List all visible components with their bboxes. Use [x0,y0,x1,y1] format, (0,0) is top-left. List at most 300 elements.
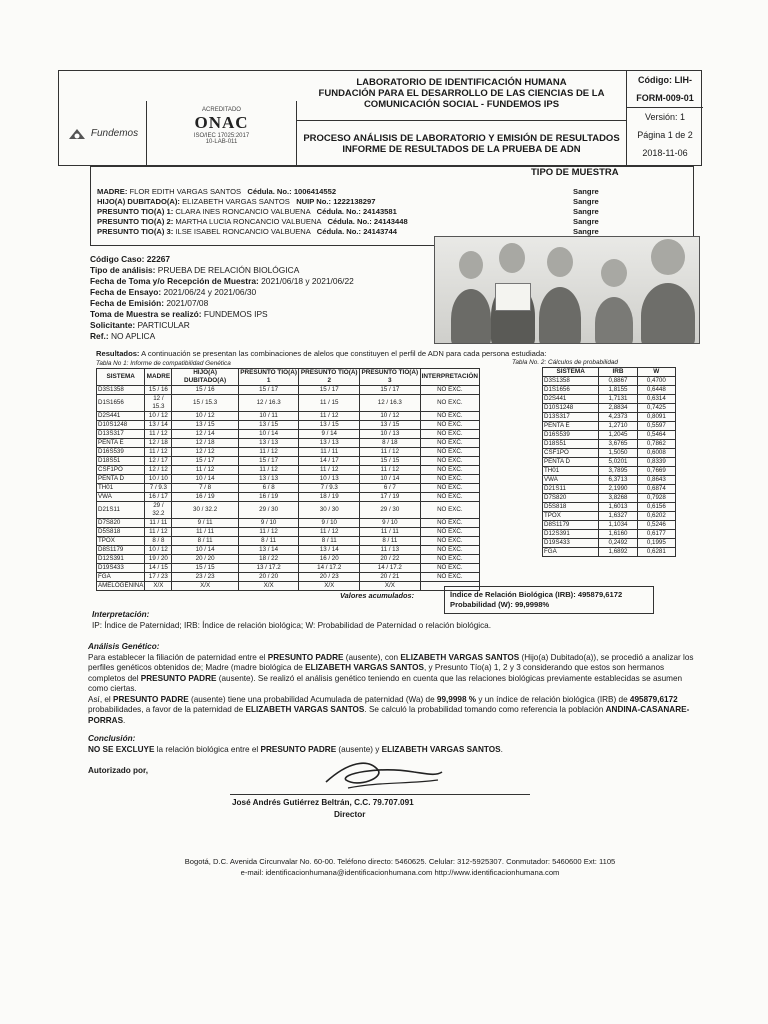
table-cell: X/X [145,582,172,591]
table-cell: 10 / 12 [145,412,172,421]
participant-role: PRESUNTO TIO(A) 3: [97,227,174,236]
results-intro: Resultados: A continuación se presentan las combinaciones de alelos que constituyen el perfil de ADN para cada persona estudiada: [96,349,547,358]
participant-row: PRESUNTO TIO(A) 3: ILSE ISABEL RONCANCIO VALBUENA Cédula. No.: 24143744 Sangre [97,227,599,236]
table-cell: D21S11 [97,502,145,519]
table-row [97,573,480,582]
participant-role: MADRE: [97,187,128,196]
table-row [543,395,676,404]
participant-row: PRESUNTO TIO(A) 1: CLARA INES RONCANCIO VALBUENA Cédula. No.: 24143581 Sangre [97,207,599,216]
table-cell: AMELOGENINA [98,582,144,589]
table-cell: 11 / 11 [145,519,172,528]
form-version: Versión: 1 [644,112,686,122]
table-cell: 12 / 16.3 [360,395,421,412]
genetic-analysis-title: Análisis Genético: [88,642,160,651]
table-row [543,431,676,440]
table-cell: 15 / 15 [172,564,238,573]
photo-sign [495,283,531,311]
table-cell: 11 / 12 [145,528,172,537]
column-header: SISTEMA [97,369,145,386]
table-cell: 11 / 12 [360,466,421,475]
column-header: SISTEMA [543,368,599,377]
table-cell: 12 / 17 [145,457,172,466]
table-cell: D13S317 [543,413,599,422]
table-row [543,494,676,503]
participant-sample: Sangre [573,227,599,236]
probability-table [542,367,676,557]
table-cell: 10 / 14 [238,430,299,439]
page-number: Página 1 de 2 [637,130,693,140]
table-cell: 12 / 15.3 [145,395,172,412]
onac-norm: ISO/IEC 17025:2017 [193,133,250,139]
column-header: MADRE [145,369,172,386]
table-cell: 13 / 13 [238,439,299,448]
participant-id: 24143448 [373,217,408,226]
table-cell: NO EXC. [420,457,479,466]
table-cell: 0,6314 [637,395,675,404]
table-cell: 2,1990 [599,485,637,494]
table-cell: 0,5246 [637,521,675,530]
table-cell: D7S820 [543,494,599,503]
form-code: Código: LIH-FORM-009-01 [627,71,703,108]
table-cell: 20 / 20 [172,555,238,564]
table-row [97,466,480,475]
table-cell: 0,6008 [637,449,675,458]
fundemos-icon [67,127,87,141]
table-cell: 19 / 20 [145,555,172,564]
table-row [543,503,676,512]
table-cell: 12 / 18 [145,439,172,448]
table-row [97,519,480,528]
sample-date: 2021/06/18 y 2021/06/22 [261,276,354,286]
footer-address: Bogotá, D.C. Avenida Circunvalar No. 60-00. Teléfono directo: 5460625. Celular: 312-5925307. Conmutador: 5460600 Ext: 1105 [184,857,616,866]
table-cell: 10 / 10 [145,475,172,484]
table-cell: NO EXC. [420,564,479,573]
table-row [97,537,480,546]
table-cell: D18S51 [543,440,599,449]
genetic-analysis-paragraph-2: Así, el PRESUNTO PADRE (ausente) tiene una probabilidad Acumulada de paternidad (Wa) de 99,9998 % y un índice de relación biológica (IRB) de 495879,6172 probabilidades, a favor de la paternidad de ELIZABETH VARGAS SANTOS. Se calculó la probabilidad tomando como referencia la población ANDINA-CASANARE-PORRAS. [88,694,690,725]
table-cell: 8 / 11 [172,537,238,546]
table-cell: 13 / 14 [299,546,360,555]
table-cell: X/X [238,582,299,591]
table-cell: D3S1358 [97,386,145,395]
table-cell: 7 / 9.3 [145,484,172,493]
table-cell: 13 / 14 [145,421,172,430]
table-cell: 0,4700 [637,377,675,386]
table-row [97,395,480,412]
signature-line [230,794,530,795]
table-row [97,412,480,421]
table-cell: PENTA E [97,439,145,448]
participant-sample: Sangre [573,207,599,216]
table-cell: NO EXC. [420,546,479,555]
table-cell: 6 / 7 [360,484,421,493]
table-cell: 1,6327 [599,512,637,521]
onac-top-text: ACREDITADO [202,107,241,113]
case-code: 22267 [146,254,171,264]
table-cell: D8S1179 [97,546,145,555]
table-row [97,457,480,466]
onac-code: 10-LAB-011 [205,139,238,145]
table-row [97,493,480,502]
table-cell: 0,5464 [637,431,675,440]
table-cell: 10 / 14 [172,546,238,555]
table-cell: NO EXC. [420,439,479,448]
table-cell: 14 / 17.2 [299,564,360,573]
table-cell: 16 / 20 [299,555,360,564]
header-title-block [297,71,627,167]
table-cell: D2S441 [97,412,145,421]
table-cell: 0,2492 [599,539,637,548]
table-cell: 13 / 15 [238,421,299,430]
table-row [543,512,676,521]
table-cell: PENTA D [97,475,145,484]
table-cell: 13 / 17.2 [238,564,299,573]
table-cell: 11 / 11 [299,448,360,457]
table-cell: 1,8155 [599,386,637,395]
table-cell: 29 / 32.2 [145,502,172,519]
table-cell: 11 / 12 [238,448,299,457]
column-header: HIJO(A) DUBITADO(A) [172,369,238,386]
table-cell: 1,6013 [599,503,637,512]
table-cell: 8 / 11 [360,537,421,546]
table-cell: D16S539 [543,431,599,440]
table-cell: 0,7862 [637,440,675,449]
document-header [58,70,702,166]
table-cell: 1,5050 [599,449,637,458]
table-cell: 20 / 23 [299,573,360,582]
table-cell: 30 / 32.2 [172,502,238,519]
table-cell: NO EXC. [420,395,479,412]
table1-caption: Tabla No 1: Informe de compatibilidad Genética [96,360,231,367]
table-cell: D13S317 [97,430,145,439]
participant-id: 24143581 [363,207,397,216]
participant-name: FLOR EDITH VARGAS SANTOS [129,187,242,196]
column-header: PRESUNTO TIO(A) 2 [300,369,358,384]
table-cell: 2,8834 [599,404,637,413]
table-cell: 15 / 16 [145,386,172,395]
table-row [543,413,676,422]
table-cell: 10 / 12 [145,546,172,555]
table-cell: 15 / 15.3 [172,395,238,412]
table-cell: 7 / 8 [172,484,238,493]
table-row [97,564,480,573]
table-cell: 0,7425 [637,404,675,413]
table-cell: 0,5597 [637,422,675,431]
authorized-by-label: Autorizado por, [88,766,149,775]
table-row [97,555,480,564]
table-cell: 20 / 22 [360,555,421,564]
table-cell: NO EXC. [420,412,479,421]
requester: PARTICULAR [137,320,190,330]
table-cell: NO EXC. [420,573,479,582]
table-row [97,582,480,591]
table-cell: 9 / 10 [299,519,360,528]
table-cell: D3S1358 [543,377,599,386]
case-info: Código Caso: 22267 Tipo de análisis: PRUEBA DE RELACIÓN BIOLÓGICA Fecha de Toma y/o Recepción de Muestra: 2021/06/18 y 2021/06/22 Fecha de Ensayo: 2021/06/24 y 2021/06/30 Fecha de Emisión: 2021/07/08 Toma de Muestra se realizó: FUNDEMOS IPS Solicitante: PARTICULAR Ref.: NO APLICA [90,254,354,341]
table-cell: 0,6448 [637,386,675,395]
column-header: IRB [599,368,637,377]
table-row [97,430,480,439]
table-cell: 10 / 12 [360,412,421,421]
onac-name: ONAC [194,113,249,132]
table-cell: D12S391 [543,530,599,539]
table-cell: 14 / 17 [299,457,360,466]
table-cell: 9 / 14 [299,430,360,439]
table-row [97,528,480,537]
table-cell: 10 / 14 [360,475,421,484]
participant-row: PRESUNTO TIO(A) 2: MARTHA LUCIA RONCANCIO VALBUENA Cédula. No.: 24143448 Sangre [97,217,599,226]
table-row [97,386,480,395]
issue-date: 2021/07/08 [166,298,209,308]
accumulated-label: Valores acumulados: [340,591,415,600]
table-cell: 11 / 12 [145,448,172,457]
table-cell: 10 / 13 [360,430,421,439]
table-cell: 11 / 12 [238,466,299,475]
table-cell: 0,6156 [637,503,675,512]
table-cell: D1S1656 [97,395,145,412]
table-cell: 23 / 23 [172,573,238,582]
table-cell: NO EXC. [420,430,479,439]
table-cell: 3,7895 [599,467,637,476]
table-row [543,476,676,485]
column-header: W [637,368,675,377]
table-cell: 0,6202 [637,512,675,521]
table-cell: 11 / 13 [360,546,421,555]
participants-box [90,166,694,246]
footer-contact: e-mail: identificacionhumana@identificacionhumana.com http://www.identificacionhumana.com [240,868,560,877]
table-cell: 17 / 23 [145,573,172,582]
table-cell: TH01 [543,467,599,476]
interpretation-text: IP: Índice de Paternidad; IRB: Índice de relación biológica; W: Probabilidad de Paternidad o relación biológica. [92,620,492,630]
irb-value: Índice de Relación Biológica (IRB): 495879,6172 [450,590,623,599]
table-cell: 10 / 11 [238,412,299,421]
table-cell: 11 / 15 [299,395,360,412]
table-cell: 3,8268 [599,494,637,503]
table-row [97,439,480,448]
table-cell: 1,2710 [599,422,637,431]
table-cell: 20 / 20 [238,573,299,582]
table-cell: 9 / 10 [238,519,299,528]
participant-name: ILSE ISABEL RONCANCIO VALBUENA [175,227,311,236]
table-cell: D19S433 [543,539,599,548]
table-cell: 0,6177 [637,530,675,539]
participant-sample: Sangre [573,197,599,206]
table-cell: 10 / 12 [172,412,238,421]
table-row [97,546,480,555]
table-cell: 8 / 8 [145,537,172,546]
column-header: PRESUNTO TIO(A) 3 [361,369,419,384]
table-cell: 15 / 17 [299,386,360,395]
table-row [97,475,480,484]
table-cell: 1,1034 [599,521,637,530]
table-cell: 10 / 14 [172,475,238,484]
table-cell: 18 / 22 [238,555,299,564]
table-cell: 14 / 15 [145,564,172,573]
participant-name: CLARA INES RONCANCIO VALBUENA [175,207,311,216]
table-cell: NO EXC. [420,421,479,430]
sample-type-title: TIPO DE MUESTRA [531,167,619,178]
table-cell: NO EXC. [420,528,479,537]
table-cell: D19S433 [97,564,145,573]
conclusion-title: Conclusión: [88,734,136,743]
conclusion-text: NO SE EXCLUYE la relación biológica entre el PRESUNTO PADRE (ausente) y ELIZABETH VARGAS SANTOS. [88,744,503,754]
lab-title: LABORATORIO DE IDENTIFICACIÓN HUMANA FUNDACIÓN PARA EL DESARROLLO DE LAS CIENCIAS DE LA COMUNICACIÓN SOCIAL - FUNDEMOS IPS [318,77,605,110]
participant-row: HIJO(A) DUBITADO(A): ELIZABETH VARGAS SANTOS NUIP No.: 1222138297 Sangre [97,197,599,206]
table-cell: NO EXC. [420,466,479,475]
table-cell: 11 / 12 [145,430,172,439]
table-cell: 0,1995 [637,539,675,548]
table-cell: 29 / 30 [360,502,421,519]
table-cell: NO EXC. [420,484,479,493]
signature-image [318,752,448,796]
table-cell: 12 / 14 [172,430,238,439]
fundemos-label: Fundemos [90,128,139,139]
table-cell: 0,8339 [637,458,675,467]
table-cell: NO EXC. [420,537,479,546]
column-header: PRESUNTO TIO(A) 1 [240,369,297,384]
table-cell: 11 / 12 [299,412,360,421]
table-cell: D1S1656 [543,386,599,395]
table-cell: D16S539 [97,448,145,457]
table-cell: 0,8867 [599,377,637,386]
table-cell: 1,6892 [599,548,637,557]
table-cell: CSF1PO [543,449,599,458]
table-cell: 15 / 15 [360,457,421,466]
table-cell: 11 / 12 [360,448,421,457]
table-row [543,485,676,494]
table-cell: 0,7928 [637,494,675,503]
table-row [97,448,480,457]
participant-name: ELIZABETH VARGAS SANTOS [182,197,290,206]
table-cell: FGA [543,548,599,557]
table-row [97,484,480,493]
table-row [543,458,676,467]
table-row [97,421,480,430]
table-cell: 9 / 10 [360,519,421,528]
table-cell: TH01 [97,484,145,493]
fundemos-logo [59,101,147,166]
table-cell: TPOX [97,537,145,546]
table-cell: PENTA E [543,422,599,431]
genetic-analysis-section [88,642,698,726]
document-footer [120,856,680,878]
interpretation-title: Interpretación: [92,610,150,619]
table-cell: VWA [543,476,599,485]
sample-taken-at: FUNDEMOS IPS [203,309,268,319]
table-cell: NO EXC. [420,475,479,484]
table-cell: 30 / 30 [299,502,360,519]
table-cell: 13 / 13 [238,475,299,484]
table-cell: 4,2373 [599,413,637,422]
table-cell: D8S1179 [543,521,599,530]
participants-photo [434,236,700,344]
table-cell: 11 / 11 [360,528,421,537]
genetic-compatibility-table [96,368,480,591]
table-row [543,386,676,395]
table-row [543,422,676,431]
table-cell: 14 / 17.2 [360,564,421,573]
table-cell: D12S391 [97,555,145,564]
table-cell: D10S1248 [543,404,599,413]
header-meta [627,71,703,167]
participant-sample: Sangre [573,217,599,226]
table-cell: X/X [172,582,238,591]
table-cell: 15 / 17 [172,457,238,466]
table-cell: D2S441 [543,395,599,404]
table-cell: 12 / 12 [145,466,172,475]
table-cell: PENTA D [543,458,599,467]
table-cell: 29 / 30 [238,502,299,519]
table-row [543,530,676,539]
table-cell: 0,6281 [637,548,675,557]
w-value: Probabilidad (W): 99,9998% [450,600,550,609]
table-cell: 13 / 13 [299,439,360,448]
interpretation-section [92,610,700,631]
table-cell: 18 / 19 [299,493,360,502]
table-cell: 8 / 11 [238,537,299,546]
onac-accreditation-logo [147,101,297,166]
participant-name: MARTHA LUCIA RONCANCIO VALBUENA [175,217,322,226]
table-cell: 12 / 16.3 [238,395,299,412]
table-cell: 13 / 15 [172,421,238,430]
table-cell: 6,3713 [599,476,637,485]
table-cell: D18S51 [97,457,145,466]
table2-caption: Tabla No. 2: Cálculos de probabilidad [512,359,618,366]
table-cell: 13 / 14 [238,546,299,555]
table-cell: 11 / 12 [299,466,360,475]
table-cell: 12 / 12 [172,448,238,457]
table-cell: CSF1PO [97,466,145,475]
table-cell: X/X [299,582,360,591]
table-cell: TPOX [543,512,599,521]
table-cell: 15 / 17 [238,386,299,395]
table-cell: NO EXC. [420,493,479,502]
table-cell: FGA [97,573,145,582]
table-cell: 15 / 16 [172,386,238,395]
signer-name: José Andrés Gutiérrez Beltrán, C.C. 79.707.091 [232,798,414,807]
table-cell: 20 / 21 [360,573,421,582]
table-cell: D10S1248 [97,421,145,430]
table-cell: 10 / 13 [299,475,360,484]
table-cell: 13 / 15 [299,421,360,430]
analysis-type: PRUEBA DE RELACIÓN BIOLÓGICA [157,265,300,275]
table-cell: 0,6874 [637,485,675,494]
table-cell: 0,8091 [637,413,675,422]
table-cell: 6 / 8 [238,484,299,493]
table-cell: 11 / 11 [172,528,238,537]
table-cell: NO EXC. [420,386,479,395]
table-cell: 16 / 19 [172,493,238,502]
table-row [543,467,676,476]
table-cell: 12 / 18 [172,439,238,448]
table-cell: 8 / 18 [360,439,421,448]
table-cell: 11 / 12 [299,528,360,537]
table-cell: VWA [97,493,145,502]
participant-id: 1222138297 [333,197,376,206]
table-row [543,548,676,557]
table-cell: 1,2045 [599,431,637,440]
participant-role: PRESUNTO TIO(A) 1: [97,207,174,216]
table-cell: 5,0201 [599,458,637,467]
form-date: 2018-11-06 [642,148,688,158]
table-cell: 11 / 12 [238,528,299,537]
table-cell: 17 / 19 [360,493,421,502]
table-cell: 7 / 9.3 [299,484,360,493]
table-row [543,449,676,458]
table-cell: 13 / 15 [360,421,421,430]
participant-id: 24143744 [363,227,397,236]
table-cell: NO EXC. [420,555,479,564]
